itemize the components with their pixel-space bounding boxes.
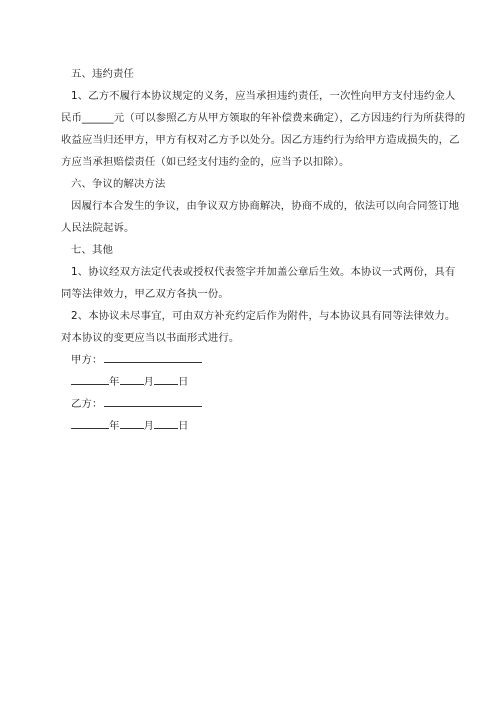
party-b-label: 乙方：	[71, 398, 103, 410]
paragraph-line: 对本协议的变更应当以书面形式进行。	[61, 332, 240, 344]
day-label: 日	[178, 420, 189, 432]
party-a-label: 甲方：	[71, 354, 103, 366]
year-blank	[71, 416, 109, 429]
month-label: 月	[143, 420, 154, 432]
party-b-date-row	[61, 415, 446, 437]
party-b-signature-row	[61, 393, 446, 415]
section-heading-breach: 五、违约责任	[71, 68, 134, 80]
day-label: 日	[178, 376, 189, 388]
party-a-signature-blank	[104, 350, 202, 363]
paragraph-line: 1、乙方不履行本协议规定的义务，应当承担违约责任，一次性向甲方支付违约金人	[71, 90, 456, 102]
document-body	[61, 63, 466, 437]
section-heading-other: 七、其他	[71, 244, 113, 256]
paragraph-line: 民币______元（可以参照乙方从甲方领取的年补偿费来确定），乙方因违约行为所获得的	[61, 112, 466, 124]
paragraph-line: 方应当承担赔偿责任（如已经支付违约金的，应当予以扣除）。	[61, 156, 350, 168]
year-label: 年	[109, 420, 120, 432]
party-a-date-row	[61, 371, 446, 393]
month-blank	[120, 372, 144, 385]
party-a-signature-row	[61, 349, 446, 371]
year-label: 年	[109, 376, 120, 388]
section-heading-dispute: 六、争议的解决方法	[71, 178, 166, 190]
year-blank	[71, 372, 109, 385]
paragraph-line: 1、协议经双方法定代表或授权代表签字并加盖公章后生效。本协议一式两份，具有	[71, 266, 456, 278]
paragraph-line: 因履行本合发生的争议，由争议双方协商解决，协商不成的，依法可以向合同签订地	[71, 200, 460, 212]
paragraph-line: 收益应当归还甲方，甲方有权对乙方予以处分。因乙方违约行为给甲方造成损失的，乙	[61, 134, 460, 146]
paragraph-line: 人民法院起诉。	[61, 222, 135, 234]
paragraph-line: 2、本协议未尽事宜，可由双方补充约定后作为附件，与本协议具有同等法律效力。	[71, 310, 456, 322]
paragraph-line: 同等法律效力，甲乙双方各执一份。	[61, 288, 229, 300]
day-blank	[154, 416, 178, 429]
party-b-signature-blank	[104, 394, 202, 407]
month-label: 月	[143, 376, 154, 388]
month-blank	[120, 416, 144, 429]
day-blank	[154, 372, 178, 385]
